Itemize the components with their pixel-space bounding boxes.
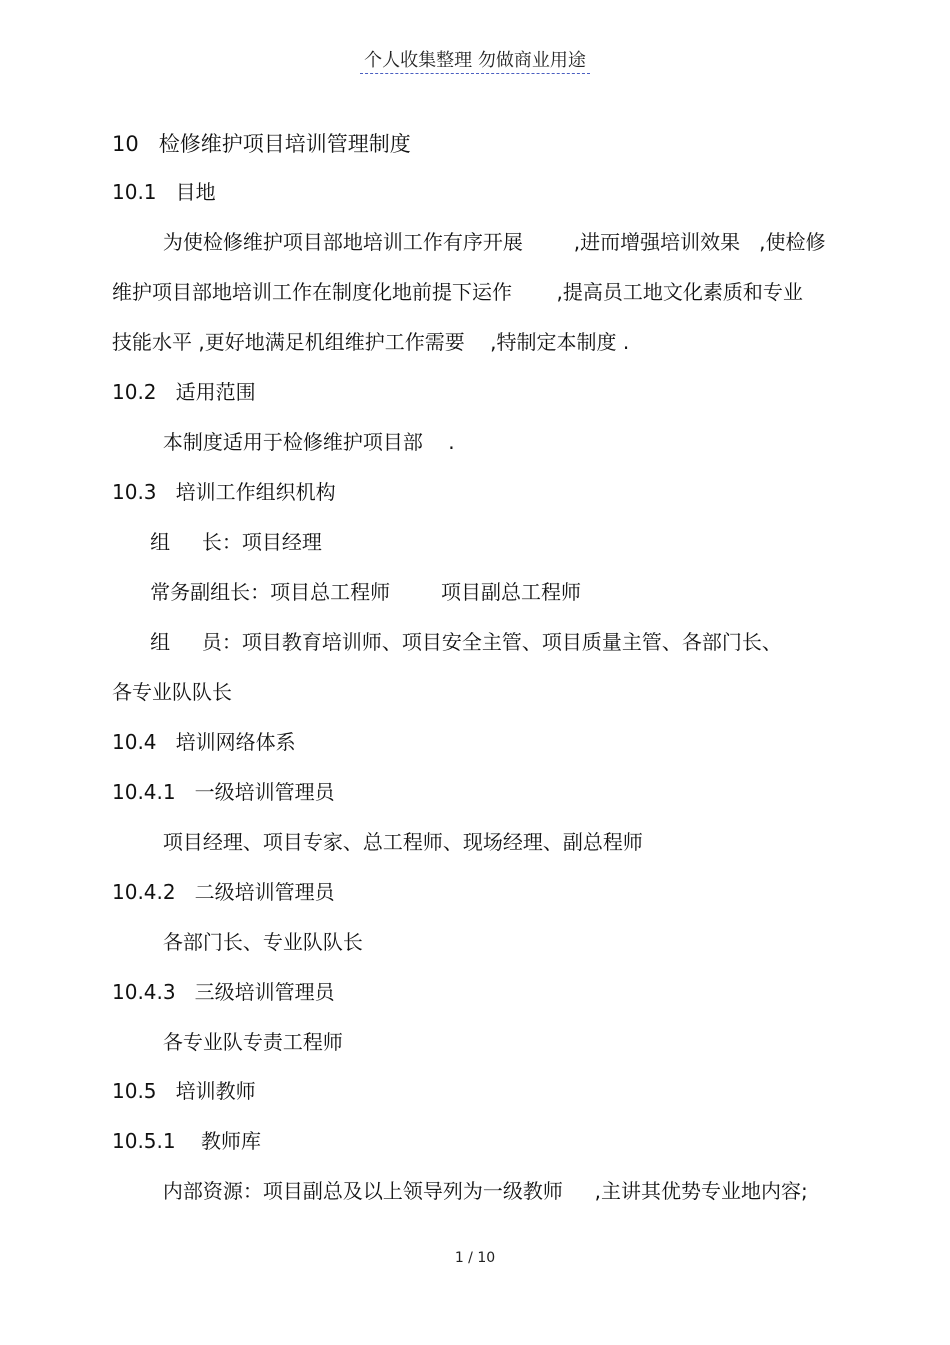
- org-row: 组 长：项目经理: [112, 530, 322, 554]
- page-header: [0, 46, 950, 74]
- subsection-heading: 10.4.1 一级培训管理员: [112, 780, 335, 804]
- section-heading: 10.4 培训网络体系: [112, 730, 296, 754]
- subsection-heading: 10.4.2 二级培训管理员: [112, 880, 335, 904]
- paragraph-line: 内部资源：项目副总及以上领导列为一级教师 ,主讲其优势专业地内容;: [112, 1179, 808, 1203]
- section-heading: 10.2 适用范围: [112, 380, 256, 404]
- paragraph-line: 本制度适用于检修维护项目部 .: [112, 430, 455, 454]
- paragraph-line: 技能水平 ,更好地满足机组维护工作需要 ,特制定本制度 .: [112, 330, 630, 354]
- subsection-heading: 10.5.1 教师库: [112, 1129, 262, 1153]
- org-row: 组 员：项目教育培训师、项目安全主管、项目质量主管、各部门长、: [112, 630, 782, 654]
- paragraph-line: 各部门长、专业队队长: [112, 930, 363, 954]
- paragraph-line: 项目经理、项目专家、总工程师、现场经理、副总程师: [112, 830, 643, 854]
- page-number: 1 / 10: [454, 1250, 496, 1266]
- section-title: 10 检修维护项目培训管理制度: [112, 132, 411, 156]
- section-heading: 10.5 培训教师: [112, 1079, 256, 1103]
- org-row-continued: 各专业队队长: [112, 680, 232, 704]
- paragraph-line: 为使检修维护项目部地培训工作有序开展 ,进而增强培训效果 ,使检修: [112, 230, 826, 254]
- paragraph-line: 维护项目部地培训工作在制度化地前提下运作 ,提高员工地文化素质和专业: [112, 280, 803, 304]
- subsection-heading: 10.4.3 三级培训管理员: [112, 980, 335, 1004]
- section-heading: 10.1 目地: [112, 180, 216, 204]
- org-row: 常务副组长：项目总工程师 项目副总工程师: [112, 580, 582, 604]
- paragraph-line: 各专业队专责工程师: [112, 1030, 343, 1054]
- header-text: 个人收集整理 勿做商业用途: [360, 46, 590, 74]
- section-heading: 10.3 培训工作组织机构: [112, 480, 336, 504]
